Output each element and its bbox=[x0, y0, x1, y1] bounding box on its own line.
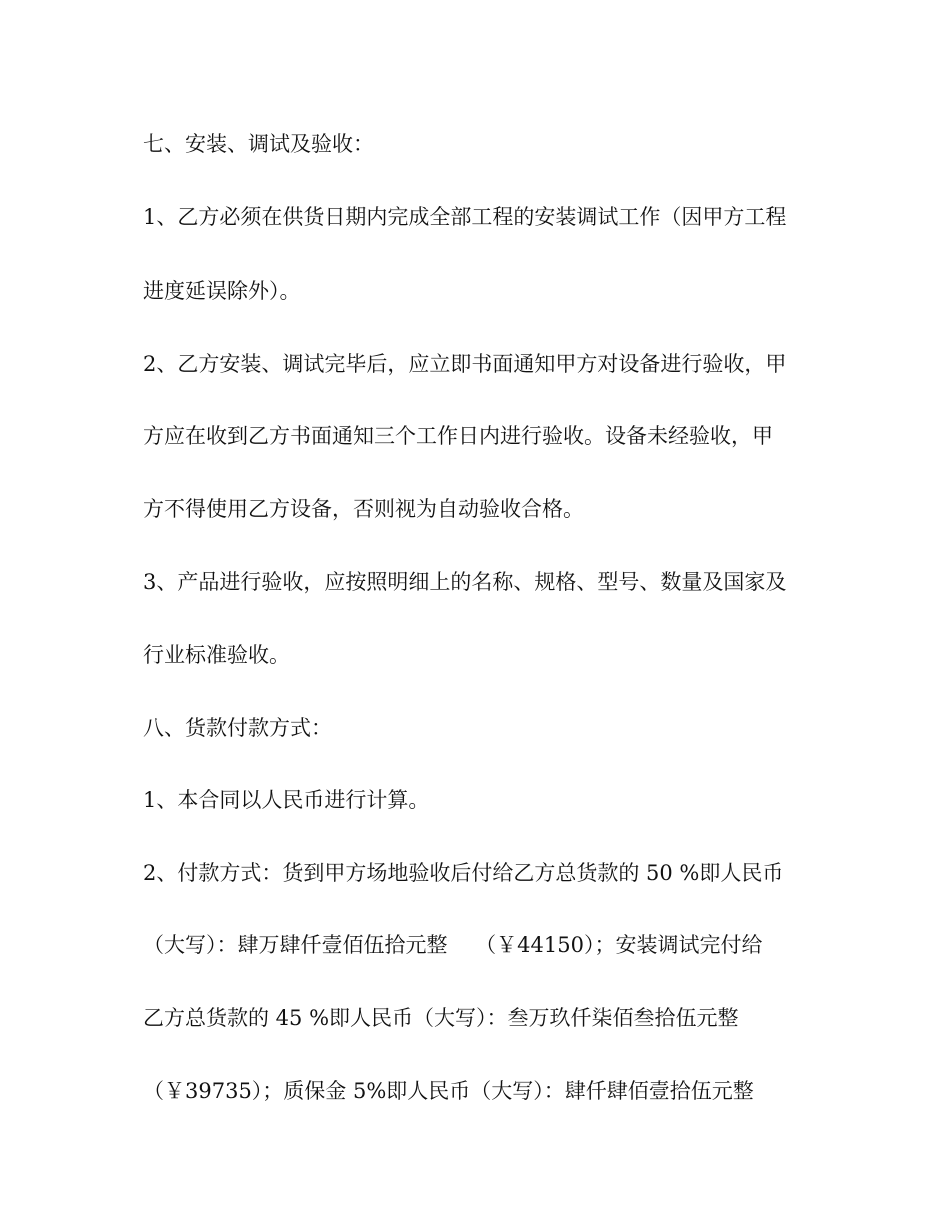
section-heading-payment: 八、货款付款方式： bbox=[143, 716, 332, 740]
paragraph-line: 1、乙方必须在供货日期内完成全部工程的安装调试工作（因甲方工程 bbox=[143, 205, 787, 229]
paragraph-line: 方应在收到乙方书面通知三个工作日内进行验收。设备未经验收，甲 bbox=[143, 424, 773, 448]
section-heading-installation: 七、安装、调试及验收： bbox=[143, 132, 374, 156]
paragraph-line: （大写）：肆万肆仟壹佰伍拾元整 （￥44150）；安装调试完付给 bbox=[143, 933, 763, 957]
paragraph-line: 2、乙方安装、调试完毕后，应立即书面通知甲方对设备进行验收，甲 bbox=[143, 352, 787, 376]
paragraph-line: 3、产品进行验收，应按照明细上的名称、规格、型号、数量及国家及 bbox=[143, 570, 787, 594]
paragraph-line: 2、付款方式：货到甲方场地验收后付给乙方总货款的 50 %即人民币 bbox=[143, 861, 784, 885]
paragraph-line: 行业标准验收。 bbox=[143, 643, 290, 667]
paragraph-line: 乙方总货款的 45 %即人民币（大写）：叁万玖仟柒佰叁拾伍元整 bbox=[143, 1006, 739, 1030]
paragraph-line: 进度延误除外）。 bbox=[143, 279, 301, 303]
paragraph-line: 方不得使用乙方设备，否则视为自动验收合格。 bbox=[143, 497, 584, 521]
paragraph-line: 1、本合同以人民币进行计算。 bbox=[143, 788, 430, 812]
paragraph-line: （￥39735）；质保金 5%即人民币（大写）：肆仟肆佰壹拾伍元整 bbox=[143, 1079, 754, 1103]
